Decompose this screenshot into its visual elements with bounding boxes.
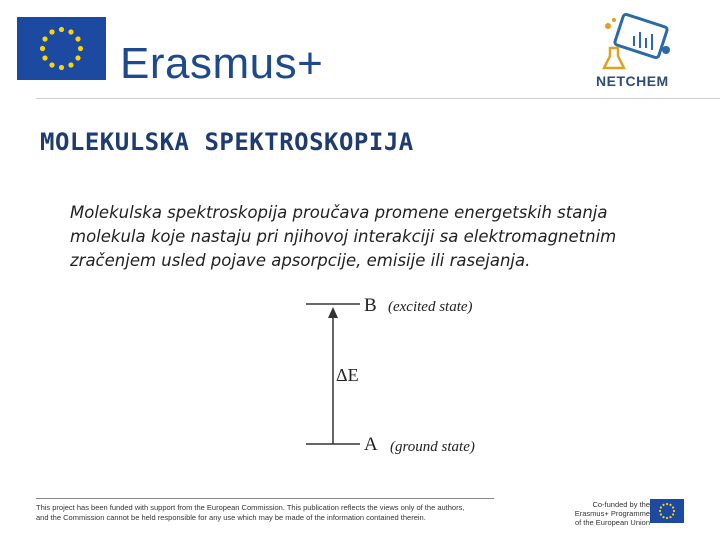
slide-title: MOLEKULSKA SPEKTROSKOPIJA <box>40 128 414 156</box>
cofunded-line-1: Co-funded by the <box>592 500 650 509</box>
slide-body-text: Molekulska spektroskopija proučava promene energetskih stanja molekula koje nastaju pri njihovoj interakciji sa elektromagnetnim zračenjem usled pojave apsorpcije, emisije ili rasejanja. <box>70 203 617 270</box>
disclaimer-line-2: and the Commission cannot be held responsible for any use which may be made of the information contained therein. <box>36 513 426 522</box>
lower-level-label: A <box>364 434 378 455</box>
upper-level-label: B <box>364 295 377 316</box>
lower-state-label: (ground state) <box>390 439 475 455</box>
footer-divider <box>36 498 494 499</box>
footer-disclaimer <box>36 503 506 523</box>
cofunded-line-3: of the European Union <box>574 518 650 527</box>
erasmus-plus-logo-text: Erasmus+ <box>120 39 324 88</box>
eu-flag-small-logo <box>650 499 684 523</box>
energy-gap-arrowhead <box>328 307 338 318</box>
eu-flag-logo <box>17 17 106 80</box>
energy-level-diagram <box>298 290 538 465</box>
netchem-logo-text: NETCHEM <box>596 73 669 89</box>
header-divider <box>36 98 720 99</box>
upper-state-label: (excited state) <box>388 299 473 315</box>
disclaimer-line-1: This project has been funded with support from the European Commission. This publication reflects the views only of the authors, <box>36 503 465 512</box>
cofunded-line-2: Erasmus+ Programme <box>574 509 650 518</box>
cofunded-text <box>566 500 650 527</box>
gap-label: ΔE <box>336 365 359 385</box>
